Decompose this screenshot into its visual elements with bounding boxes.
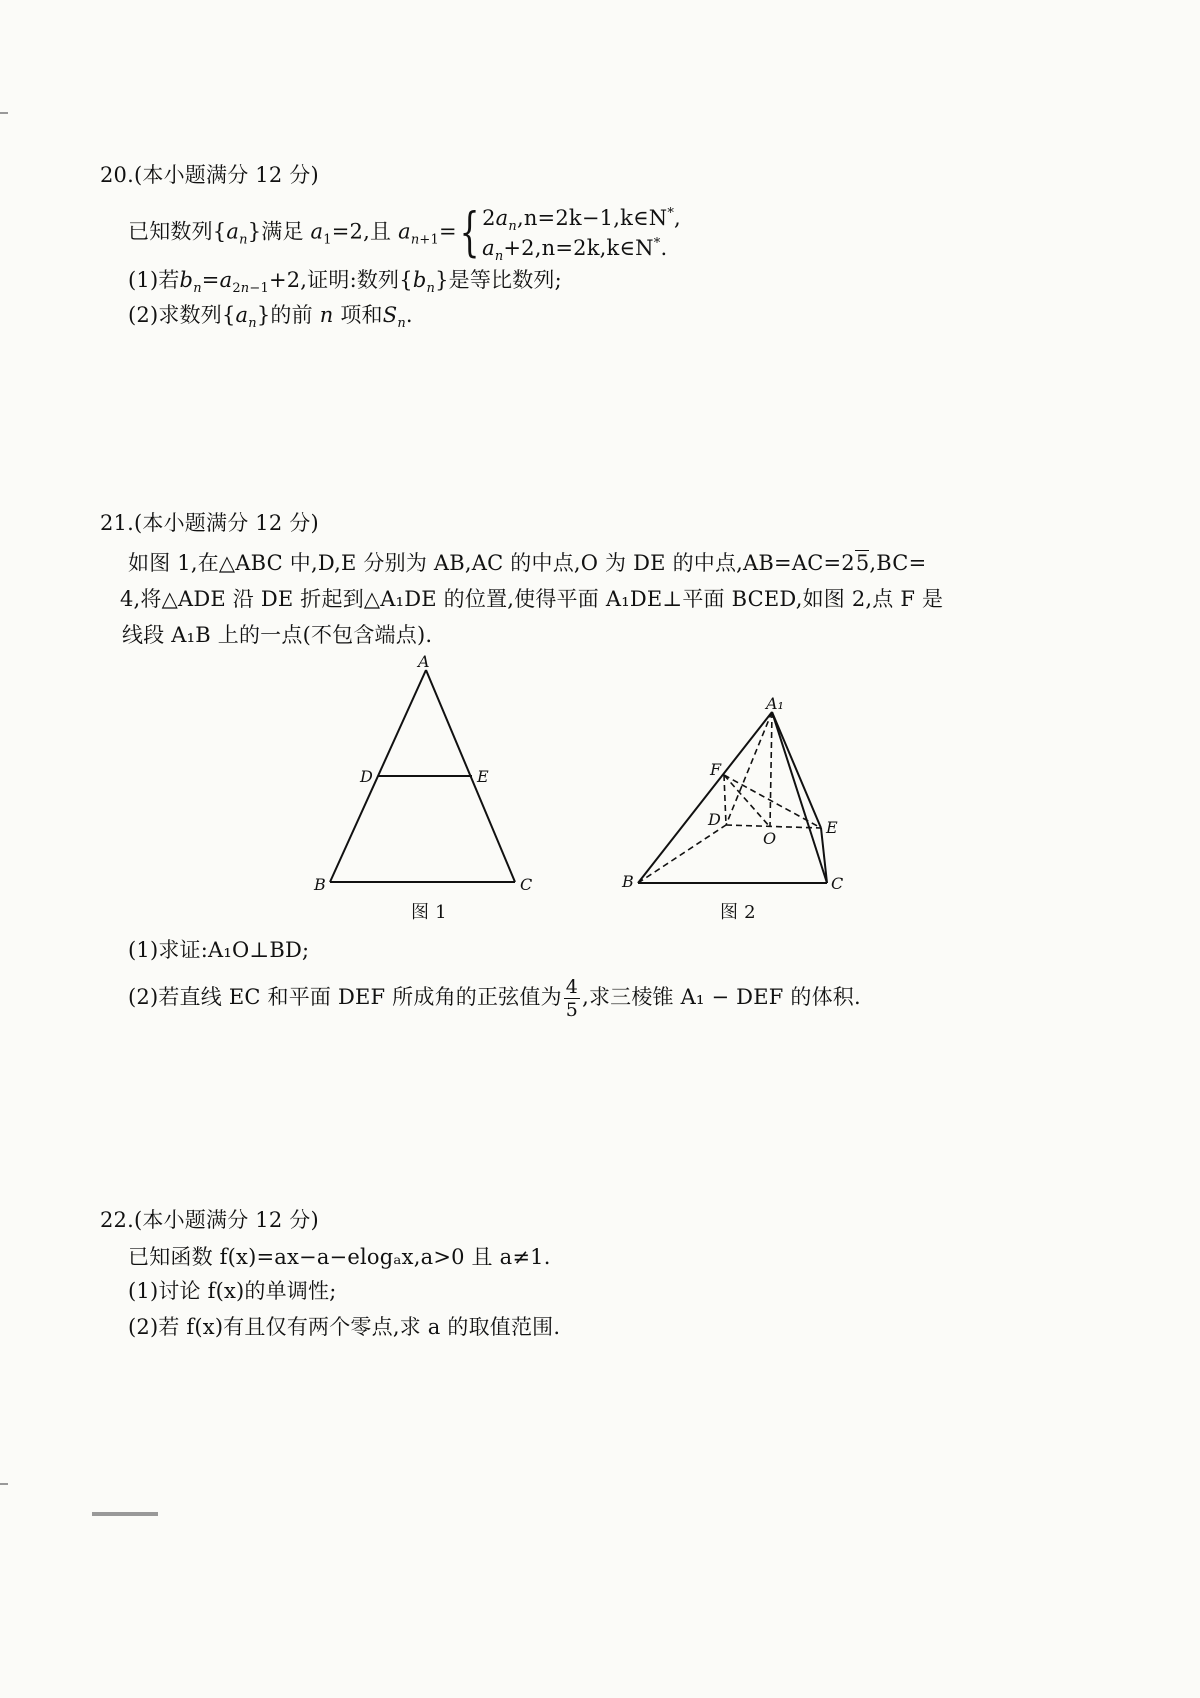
problem-20-question-1: (1)若$b_n=a_{2n-1}+2$,证明:数列$\{b_n\}$是等比数列;: [128, 268, 562, 297]
segment-a1o: [770, 712, 772, 827]
fig1-label-d: D: [360, 767, 373, 786]
fig2-label-c: C: [831, 874, 844, 893]
problem-21-question-1: (1)求证:A₁O⊥BD;: [128, 938, 310, 962]
problem-21-text-line-3: 线段 A₁B 上的一点(不包含端点).: [122, 623, 433, 647]
scan-mark-bottom-left: [0, 1483, 8, 1485]
problem-22-intro: 已知函数 f(x)=ax−a−elogₐx,a>0 且 a≠1.: [128, 1245, 551, 1269]
segment-bd: [638, 825, 726, 883]
problem-21-text-line-1: 如图 1,在△ABC 中,D,E 分别为 AB,AC 的中点,O 为 DE 的中点,AB=AC=25,BC=: [128, 551, 927, 575]
problem-22-header: 22.(本小题满分 12 分): [100, 1208, 319, 1232]
fig2-label-e: E: [826, 818, 838, 837]
segment-de: [726, 825, 821, 828]
scan-mark-top-left: [0, 112, 8, 114]
segment-a1e: [772, 712, 821, 828]
problem-21-question-2: (2)若直线 EC 和平面 DEF 所成角的正弦值为 $\frac{4}{5}$ ,求三棱锥 A₁ − DEF 的体积.: [128, 976, 861, 1021]
segment-a1b: [638, 712, 772, 883]
problem-20-question-2: (2)求数列$\{a_n\}$的前 n 项和$S_n$.: [128, 303, 413, 332]
figure-1-caption: 图 1: [411, 902, 447, 923]
segment-fo: [724, 775, 770, 827]
fig2-label-b: B: [622, 872, 634, 891]
figure-2-caption: 图 2: [720, 902, 756, 923]
segment-a1d: [726, 712, 772, 825]
problem-20-intro: 已知数列$\{a_n\}$满足 $a_1=2$,且 $a_{n+1}=${ $2a_n,n=2k-1,k\in N^*$, $a_n+2,n=2k,k\in N^*$.: [128, 203, 681, 265]
sqrt-five: 5: [855, 551, 870, 575]
fig2-label-o: O: [763, 829, 777, 848]
fig1-label-c: C: [520, 875, 533, 894]
fig1-label-a: A: [418, 652, 430, 671]
figure-2-pyramid: [620, 695, 860, 900]
problem-21-text-line-2: 4,将△ADE 沿 DE 折起到△A₁DE 的位置,使得平面 A₁DE⊥平面 BCED,如图 2,点 F 是: [120, 587, 944, 611]
fraction-four-fifths: $\frac{4}{5}$: [565, 976, 579, 1021]
footer-rule: [92, 1512, 158, 1516]
figure-1-triangle: [300, 650, 560, 900]
fig2-label-f: F: [710, 760, 722, 779]
piecewise-definition: { $2a_n,n=2k-1,k\in N^*$, $a_n+2,n=2k,k\in N^*$.: [459, 203, 681, 265]
problem-22-question-1: (1)讨论 f(x)的单调性;: [128, 1279, 337, 1303]
problem-22-question-2: (2)若 f(x)有且仅有两个零点,求 a 的取值范围.: [128, 1315, 561, 1339]
fig1-label-b: B: [314, 875, 326, 894]
problem-20-header: 20.(本小题满分 12 分): [100, 163, 319, 187]
fig2-label-a1: A₁: [766, 695, 784, 713]
segment-a1c: [772, 712, 827, 883]
segment-fe: [724, 775, 821, 828]
fig2-label-d: D: [708, 810, 721, 829]
segment-fd: [724, 775, 726, 825]
fig1-label-e: E: [477, 767, 489, 786]
problem-21-header: 21.(本小题满分 12 分): [100, 511, 319, 535]
